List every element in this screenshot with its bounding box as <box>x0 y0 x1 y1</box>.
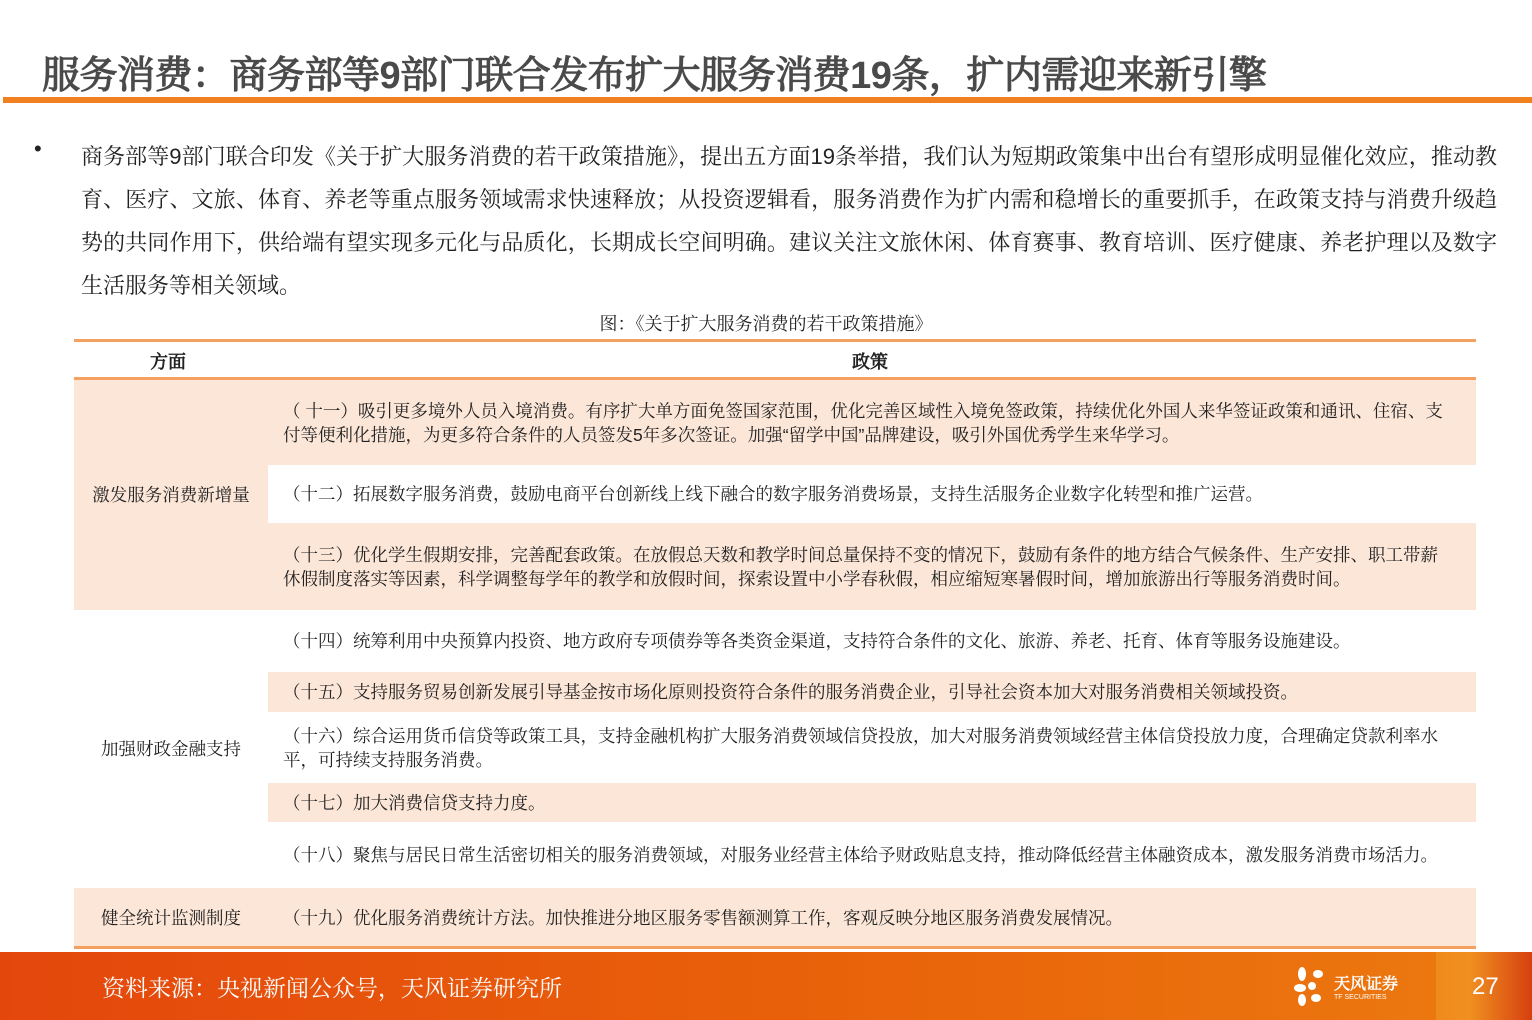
flower-logo-icon <box>1292 966 1330 1006</box>
policy-row: （十六）综合运用货币信贷等政策工具，支持金融机构扩大服务消费领域信贷投放，加大对服务消费领域经营主体信贷投放力度，合理确定贷款利率水平，可持续支持服务消费。 <box>283 725 1438 770</box>
policy-row: （十八）聚焦与居民日常生活密切相关的服务消费领域，对服务业经营主体给予财政贴息支持，推动降低经营主体融资成本，激发服务消费市场活力。 <box>283 845 1438 865</box>
table-bottom-rule <box>74 946 1476 949</box>
policy-row: （十二）拓展数字服务消费，鼓励电商平台创新线上线下融合的数字服务消费场景，支持生活服务企业数字化转型和推广运营。 <box>283 484 1263 504</box>
source-note: 资料来源：央视新闻公众号，天风证券研究所 <box>102 975 562 1001</box>
logo-subtitle: TF SECURITIES <box>1334 994 1387 1001</box>
table-top-rule <box>74 339 1476 342</box>
company-logo <box>1292 966 1398 1006</box>
header-aspect: 方面 <box>150 352 186 372</box>
policy-row: （十九）优化服务消费统计方法。加快推进分地区服务零售额测算工作，客观反映分地区服务消费发展情况。 <box>268 888 1476 948</box>
policy-row: （十四）统筹利用中央预算内投资、地方政府专项债券等各类资金渠道，支持符合条件的文化、旅游、养老、托育、体育等服务设施建设。 <box>283 631 1351 651</box>
figure-caption: 图：《关于扩大服务消费的若干政策措施》 <box>599 314 933 334</box>
bullet-marker: • <box>34 136 42 161</box>
page-number: 27 <box>1472 973 1499 1000</box>
page-title: 服务消费：商务部等9部门联合发布扩大服务消费19条，扩内需迎来新引擎 <box>42 55 1267 97</box>
policy-row: （十五）支持服务贸易创新发展引导基金按市场化原则投资符合条件的服务消费企业，引导社会资本加大对服务消费相关领域投资。 <box>268 672 1476 712</box>
header-policy: 政策 <box>852 352 888 372</box>
category-cell: 健全统计监测制度 <box>74 888 268 948</box>
category-cell: 激发服务消费新增量 <box>74 380 268 610</box>
logo-name: 天风证券 <box>1334 976 1399 993</box>
title-underline <box>3 97 1532 103</box>
policy-row: （十三）优化学生假期安排，完善配套政策。在放假总天数和教学时间总量保持不变的情况下，鼓励有条件的地方结合气候条件、生产安排、职工带薪休假制度落实等因素，科学调整每学年的教学和放假时间，探索设置中小学春秋假，相应缩短寒暑假时间，增加旅游出行等服务消费时间。 <box>268 523 1476 610</box>
policy-row: （十七）加大消费信贷支持力度。 <box>268 783 1476 822</box>
policy-row: （ 十一）吸引更多境外人员入境消费。有序扩大单方面免签国家范围，优化完善区域性入境免签政策，持续优化外国人来华签证政策和通讯、住宿、支付等便利化措施，为更多符合条件的人员签发5年多次签证。加强“留学中国”品牌建设，吸引外国优秀学生来华学习。 <box>268 380 1476 465</box>
summary-paragraph: 商务部等9部门联合印发《关于扩大服务消费的若干政策措施》，提出五方面19条举措，我们认为短期政策集中出台有望形成明显催化效应，推动教育、医疗、文旅、体育、养老等重点服务领域需求快速释放；从投资逻辑看，服务消费作为扩内需和稳增长的重要抓手，在政策支持与消费升级趋势的共同作用下，供给端有望实现多元化与品质化，长期成长空间明确。建议关注文旅休闲、体育赛事、教育培训、医疗健康、养老护理以及数字生活服务等相关领域。 <box>81 144 1497 298</box>
category-cell: 加强财政金融支持 <box>101 739 241 759</box>
